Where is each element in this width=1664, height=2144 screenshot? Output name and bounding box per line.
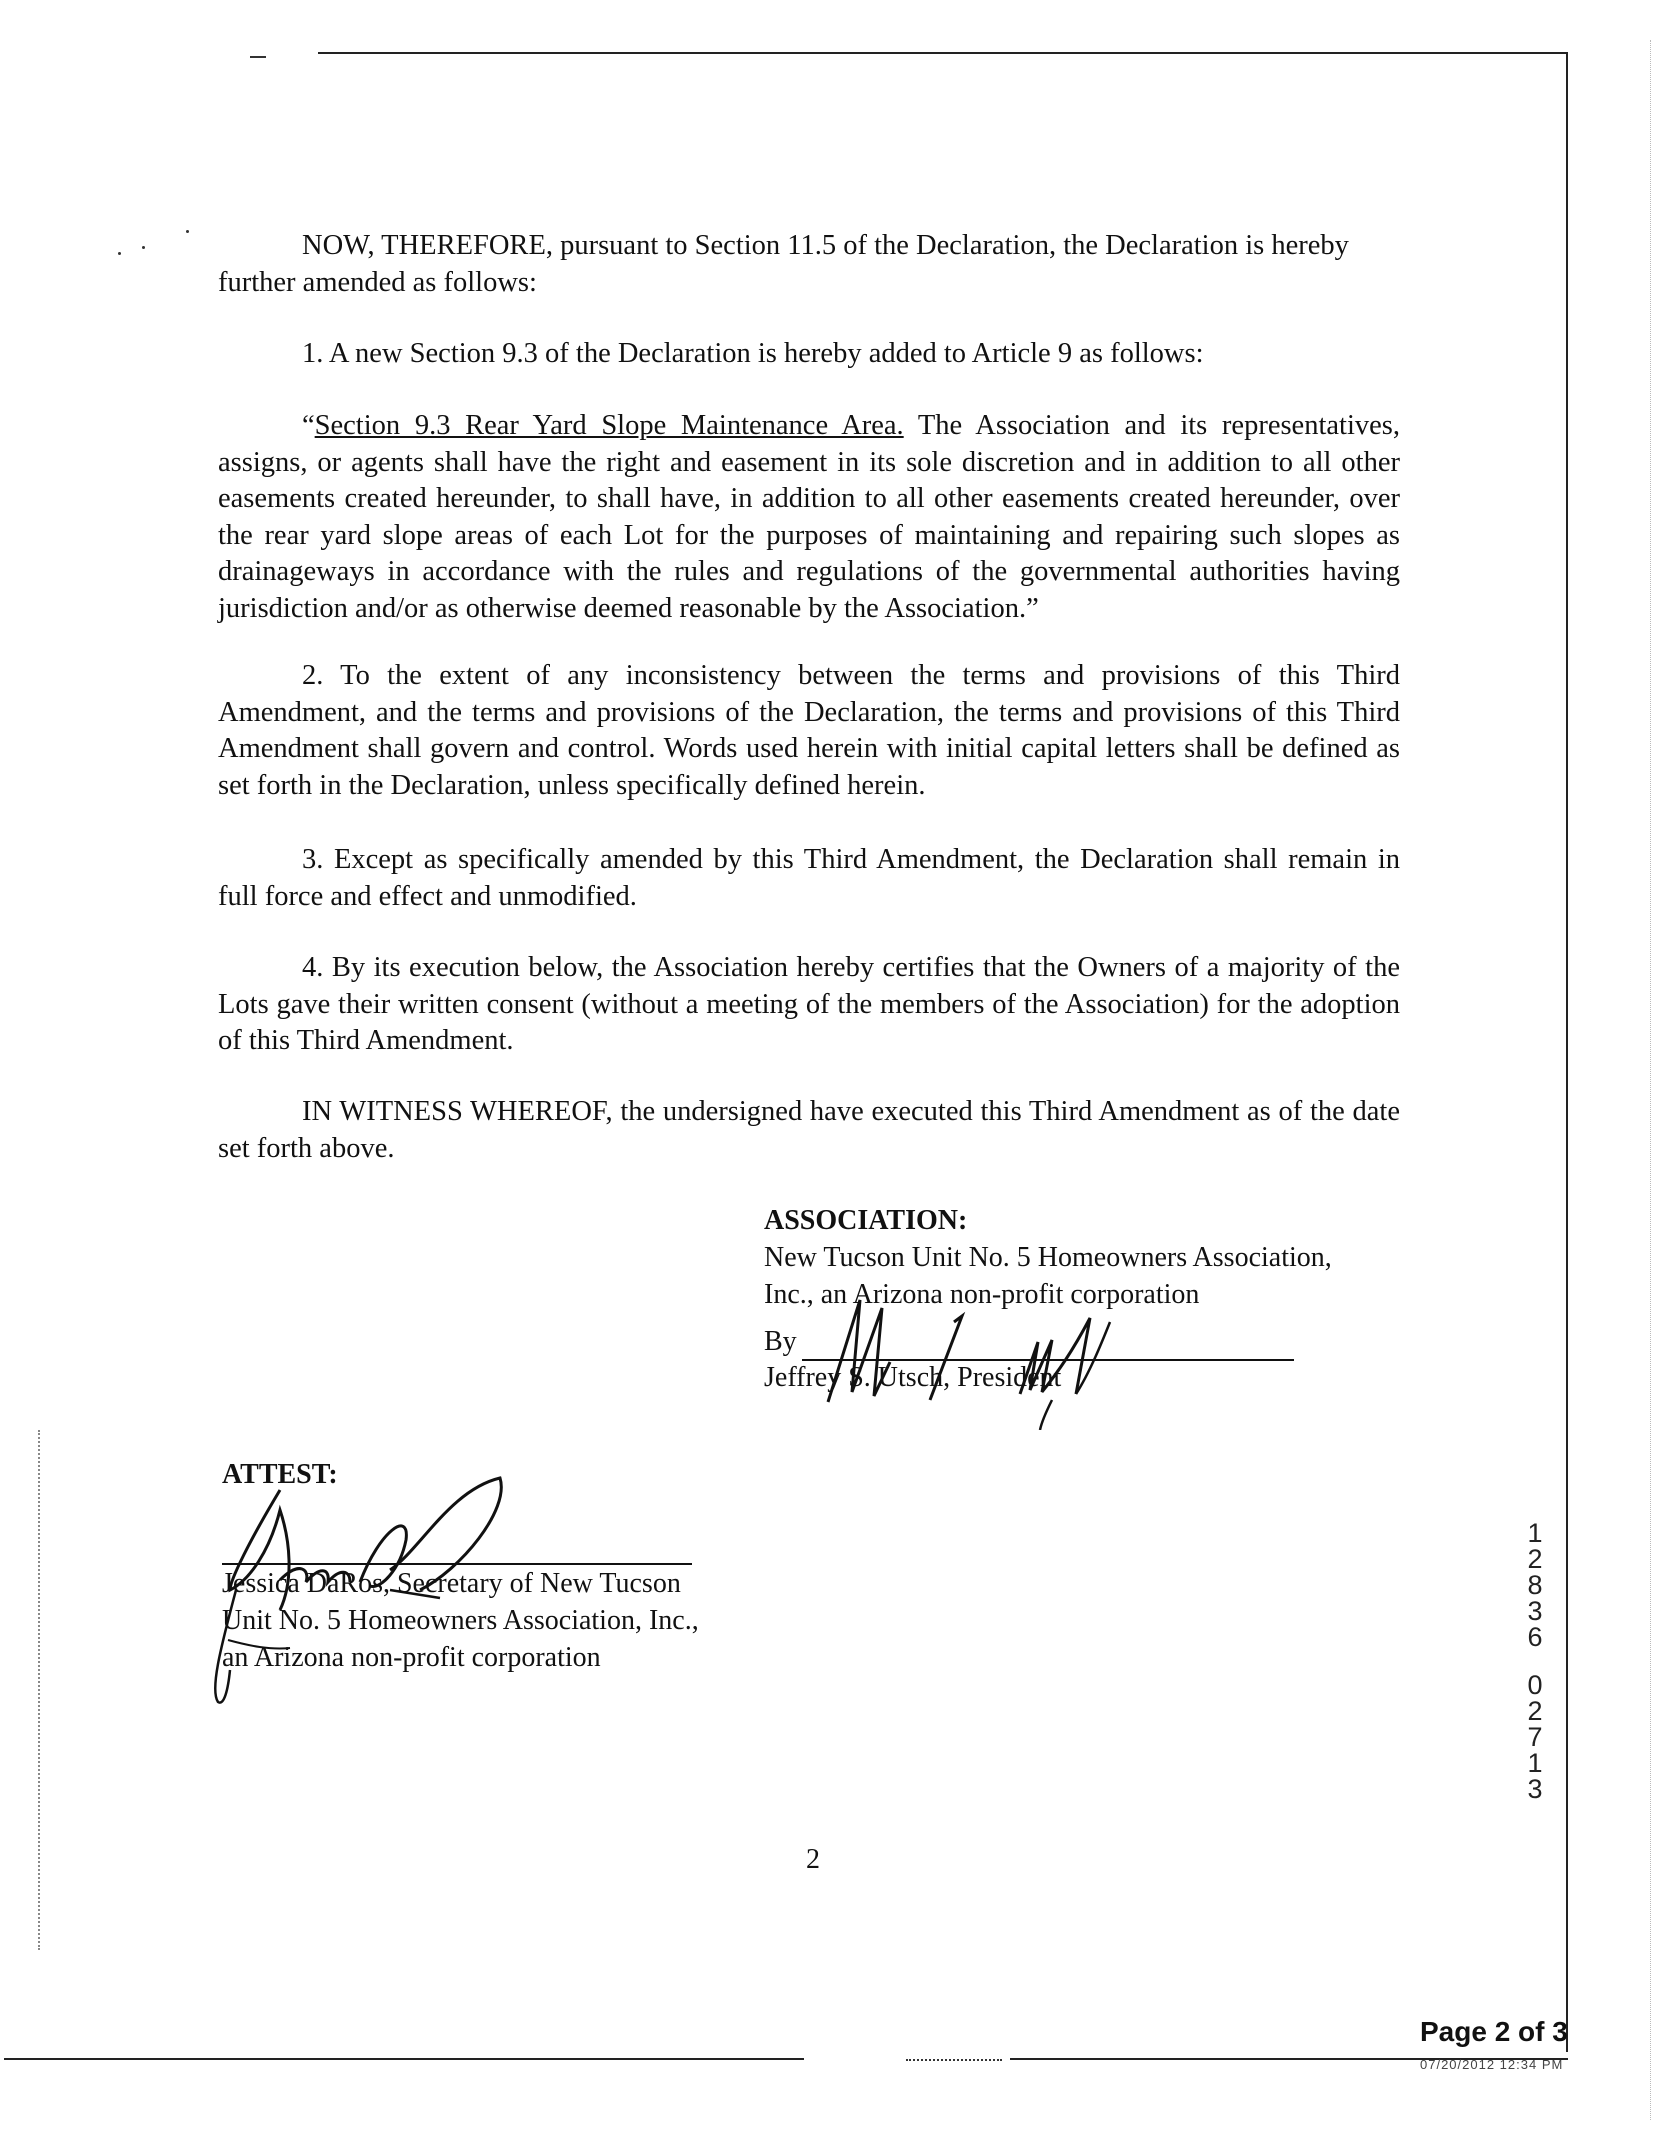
item-1: 1. A new Section 9.3 of the Declaration is hereby added to Article 9 as follows:: [302, 338, 1204, 369]
item-4: 4. By its execution below, the Association hereby certifies that the Owners of a majority of the Lots gave their written consent (without a meeting of the members of the Association) for the adoption of this Third Amendment.: [218, 952, 1400, 1056]
scan-speck: [118, 252, 121, 255]
recording-number-digit: 1: [1527, 1748, 1543, 1778]
intro-line-1: NOW, THEREFORE, pursuant to Section 11.5 of the Declaration, the Declaration is hereby: [302, 230, 1349, 261]
recording-number-digit: 3: [1527, 1596, 1543, 1626]
scan-speck: [142, 246, 145, 249]
secretary-signature: [210, 1470, 540, 1710]
attest-line-1: Jessica DaRos, Secretary of New Tucson: [222, 1568, 681, 1599]
recording-number-digit: 7: [1527, 1722, 1543, 1752]
president-signature: [790, 1282, 1120, 1430]
recording-number-digit: 0: [1527, 1670, 1543, 1700]
recording-number-digit: 3: [1527, 1774, 1543, 1804]
recording-number-digit: 2: [1527, 1696, 1543, 1726]
section-9-3-text: The Association and its representatives, assigns, or agents shall have the right and easement in its sole discretion and in addition to all other easements created hereunder, to shall have, in addition to all other easements created hereunder, over the rear yard slope areas of each Lot for the purposes of maintaining and repairing such slopes as drainageways in accordance with the rules and regulations of the governmental authorities having jurisdiction and/or as otherwise deemed reasonable by the Association.”: [218, 410, 1400, 624]
page-of-label: Page 2 of 3: [1420, 2016, 1568, 2047]
scan-right-border: [1566, 52, 1568, 2052]
by-label: By: [764, 1326, 797, 1357]
scan-speck: [186, 230, 189, 233]
attest-line-3: an Arizona non-profit corporation: [222, 1642, 601, 1673]
scan-bottom-border: [4, 2058, 804, 2060]
recording-number-digit: 1: [1527, 1518, 1543, 1548]
recording-number: [1520, 1520, 1550, 1802]
attest-heading: ATTEST:: [222, 1459, 338, 1490]
signer-name: Jeffrey S. Utsch, President: [764, 1362, 1062, 1393]
scan-top-border: [318, 52, 1568, 54]
association-line-1: New Tucson Unit No. 5 Homeowners Association,: [764, 1242, 1332, 1273]
scan-right-edge-dashes: [1650, 40, 1651, 2120]
association-line-2: Inc., an Arizona non-profit corporation: [764, 1279, 1200, 1310]
witness-paragraph: IN WITNESS WHEREOF, the undersigned have executed this Third Amendment as of the date set forth above.: [218, 1096, 1400, 1164]
intro-line-2: further amended as follows:: [218, 266, 537, 298]
intro-paragraph: [218, 228, 1400, 301]
page-number: 2: [806, 1844, 820, 1875]
item-2: 2. To the extent of any inconsistency between the terms and provisions of this Third Amendment, and the terms and provisions of the Declaration, the terms and provisions of this Third Amendment shall govern and control. Words used herein with initial capital letters shall be defined as set forth in the Declaration, unless specifically defined herein.: [218, 660, 1400, 801]
association-heading: ASSOCIATION:: [764, 1205, 968, 1236]
section-9-3-title: Section 9.3 Rear Yard Slope Maintenance Area.: [314, 410, 904, 441]
item-3: 3. Except as specifically amended by this Third Amendment, the Declaration shall remain in full force and effect and unmodified.: [218, 844, 1400, 912]
attest-line-2: Unit No. 5 Homeowners Association, Inc.,: [222, 1605, 699, 1636]
recording-number-digit: 2: [1527, 1544, 1543, 1574]
scan-left-dashes: [38, 1430, 40, 1950]
recording-number-digit: 8: [1527, 1570, 1543, 1600]
scan-bottom-dashes: [906, 2059, 1002, 2061]
fax-timestamp: 07/20/2012 12:34 PM: [1420, 2057, 1564, 2072]
recording-number-digit: 6: [1527, 1622, 1543, 1652]
section-9-3-paragraph: “Section 9.3 Rear Yard Slope Maintenance Area. The Association and its representatives, assigns, or agents shall have the right and easement in its sole discretion and in addition to all other easements created hereunder, to shall have, in addition to all other easements created hereunder, over the rear yard slope areas of each Lot for the purposes of maintaining and repairing such slopes as drainageways in accordance with the rules and regulations of the governmental authorities having jurisdiction and/or as otherwise deemed reasonable by the Association.”: [218, 410, 1400, 624]
scan-top-mark: [250, 56, 266, 58]
